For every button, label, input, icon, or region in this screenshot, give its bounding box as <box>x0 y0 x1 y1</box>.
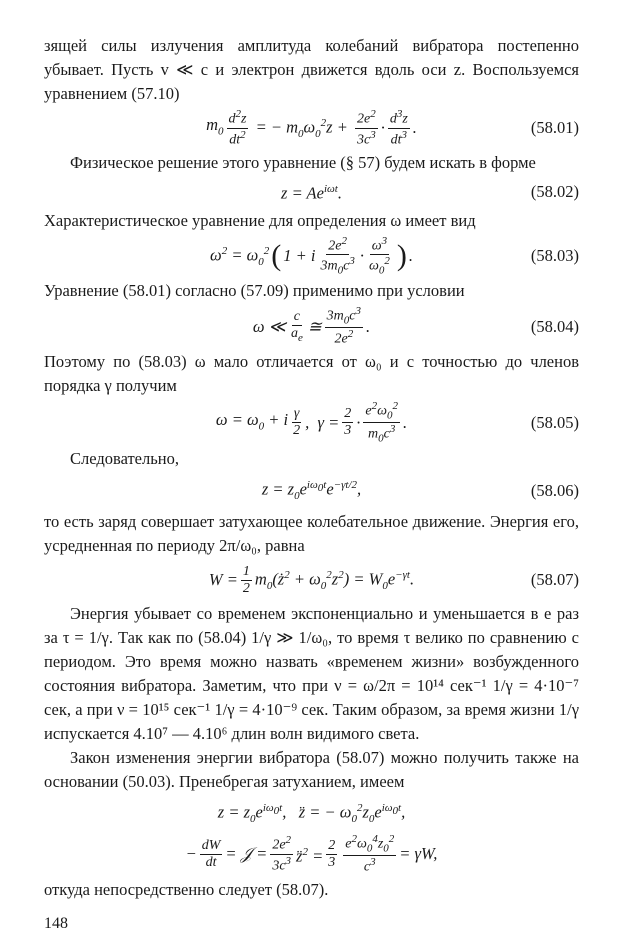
paragraph-10: откуда непосредственно следует (58.07). <box>44 879 329 899</box>
paragraph-5: Поэтому по (58.03) ω мало отличается от ω₀ и с точностью до членов порядка γ получим <box>44 352 579 396</box>
equation-58-04: ω ≪ $\frac{c}{a_e}$ ≅ $\frac{3m_0c^3}{2e^2}$ . (58.04) <box>252 305 579 348</box>
paragraph-1: зящей силы излучения амплитуда колебаний вибратора постепенно убывает. Пусть v ≪ c и электрон движется вдоль оси z. Воспользуемся уравнением (57.10) <box>44 36 579 103</box>
equation-number: (58.05) <box>530 412 579 432</box>
equation-number: (58.01) <box>530 118 579 138</box>
equation-58-03: $\omega^2 = \omega_0^2$ ( 1 + i $\frac{2e^2}{3m_0c^3}$ · $\frac{\omega^3}{\omega_0^2}$ ) . (58.03) <box>210 234 579 277</box>
page-number: 148 <box>44 915 68 932</box>
equation-number: (58.02) <box>530 181 579 201</box>
paragraph-2: Физическое решение этого уравнение (§ 57) будем искать в форме <box>70 152 536 172</box>
equation-number: (58.06) <box>530 480 579 500</box>
paragraph-7: то есть заряд совершает затухающее колебательное движение. Энергия его, усредненная по периоду 2π/ω₀, равна <box>44 512 579 556</box>
paragraph-9: Закон изменения энергии вибратора (58.07) можно получить также на основании (50.03). Пренебрегая затуханием, имеем <box>44 748 579 792</box>
equation-number: (58.03) <box>530 245 579 265</box>
equation-58-05: $\omega = \omega_0 + i$ $\frac{\gamma}{2}$ , γ = $\frac{2}{3}$ · $\frac{e^2\omega_0^2}{m_0c^3}$ . (58.05) <box>215 400 579 445</box>
equation-58-02: $z = Ae^{i\omega t}$. (58.02) <box>281 181 579 203</box>
equation-58-01: $m_0$ $\frac{d^2z}{dt^2}$ = − $m_0\omega_0^2z$ + $\frac{2e^2}{3c^3}$ · $\frac{d^3z}{dt^3}$ . (58.01) <box>206 108 579 148</box>
paragraph-8: Энергия убывает со временем экспоненциально и уменьшается в e раз за τ = 1/γ. Так как по (58.04) 1/γ ≫ 1/ω₀, то время τ велико по сравнению с периодом. Это время можно назвать «временем жизни» возбужденного состояния вибратора. Заметим, что при ν = ω/2π = 10¹⁴ сек⁻¹ 1/γ = 4·10⁻⁷ сек, а при ν = 10¹⁵ сек⁻¹ 1/γ = 4·10⁻⁹ сек. Таким образом, за время жизни 1/γ испускается 4.10⁷ — 4.10⁶ длин волн видимого света. <box>44 604 579 744</box>
equation-number: (58.04) <box>530 316 579 336</box>
equation-energy-derivation-1: $z = z_0e^{i\omega_0t}$, z̈ = − $\omega_0^2z_0e^{i\omega_0t}$, <box>217 802 406 825</box>
paragraph-4: Уравнение (58.01) согласно (57.09) применимо при условии <box>44 281 465 301</box>
equation-58-07: W = $\frac{1}{2}$ $m_0(ż^2 + \omega_0^2z^2) = W_0e^{-\gamma t}$. (58.07) <box>208 563 579 596</box>
equation-58-06: $z = z_0e^{i\omega_0t}e^{-\gamma t/2}$, (58.06) <box>261 479 579 503</box>
paragraph-3: Характеристическое уравнение для определения ω имеет вид <box>44 210 476 230</box>
paragraph-6: Следовательно, <box>70 449 179 469</box>
equation-number: (58.07) <box>530 570 579 590</box>
equation-energy-derivation-2: − $\frac{dW}{dt}$ = 𝒥 = $\frac{2e^2}{3c^3}$ z̈$^2$ = $\frac{2}{3}$ $\frac{e^2\omega_0^4z_0^2}{c^3}$ = γW, <box>185 832 438 875</box>
